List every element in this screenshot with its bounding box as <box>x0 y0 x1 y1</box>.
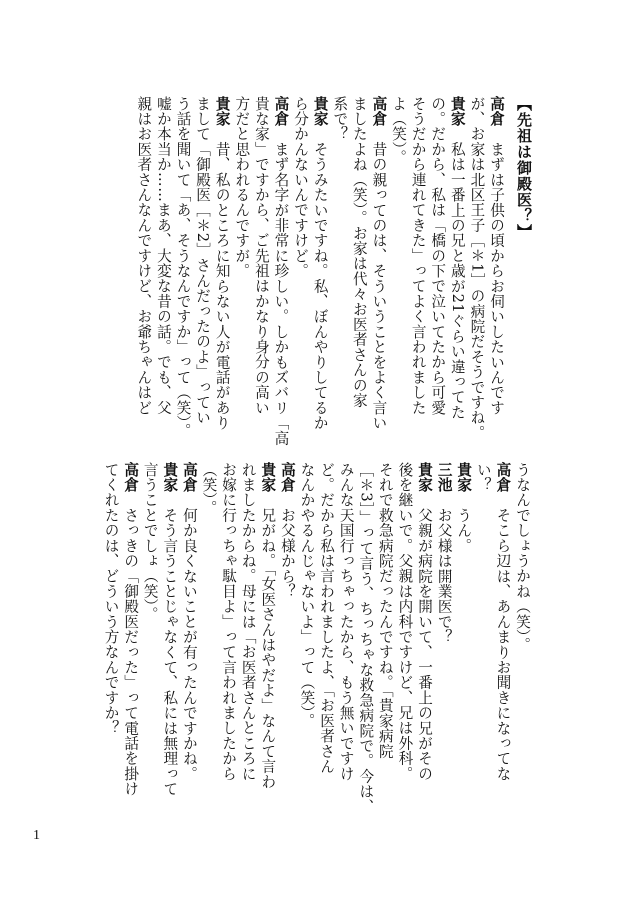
text-line <box>316 462 336 798</box>
speaker-label: 高倉 <box>122 462 140 508</box>
text-line <box>173 96 193 439</box>
text-line <box>179 462 199 798</box>
text-line <box>297 462 317 798</box>
text-line <box>467 96 487 441</box>
text-line <box>153 96 173 432</box>
line-text: 系で？ <box>331 96 349 142</box>
line-text: そこら辺は、あんまりお聞きになってな <box>494 507 512 782</box>
line-text: みんな天国行っちゃったから、もう無いですけ <box>337 462 355 782</box>
text-line <box>447 96 467 432</box>
speaker-label: 貴家 <box>448 96 466 142</box>
line-text: 私は一番上の兄と歳が21ぐらい違ってた <box>448 141 466 420</box>
section-title: 【先祖は御殿医？】 <box>515 96 533 240</box>
line-text: そうみたいですね。私、ぼんやりしてるか <box>311 141 329 431</box>
line-text: 言うことでしょ（笑）。 <box>141 462 159 622</box>
line-text: （笑）。 <box>200 462 218 516</box>
line-text: 昔の親ってのは、そういうことをよく言い <box>370 141 388 431</box>
speaker-label: 高倉 <box>494 462 512 508</box>
text-line <box>473 462 493 798</box>
text-line <box>493 462 513 798</box>
text-line <box>271 96 291 446</box>
text-line <box>199 462 219 798</box>
line-text: なんかやるんじゃないよ」って（笑）。 <box>298 462 316 729</box>
text-line <box>121 462 141 798</box>
line-text: 何か良くないことが有ったんですかね。 <box>180 507 198 782</box>
page-number: 1 <box>33 828 40 843</box>
text-line <box>512 462 532 798</box>
line-text: 後を継いで。父親は内科ですけど、兄は外科。 <box>396 462 414 782</box>
text-line <box>336 462 356 798</box>
line-text: 方だと思われるんですが。 <box>233 96 251 279</box>
line-text: が、お家は北区王子［＊1］の病院だそうですね。 <box>468 96 486 441</box>
text-line <box>388 96 408 432</box>
text-line <box>454 462 474 798</box>
upper-text-tier <box>46 96 536 446</box>
text-line <box>349 96 369 432</box>
speaker-label: 高倉 <box>488 96 505 142</box>
text-line <box>101 462 121 798</box>
text-line <box>160 462 180 798</box>
line-text: そうだから連れてきた」ってよく言われました <box>409 96 427 416</box>
line-text: ら分かんないんですけど。 <box>292 96 310 279</box>
text-line <box>134 96 154 432</box>
text-line <box>277 462 297 798</box>
line-text: れましたからね。母には「お医者さんところに <box>239 462 257 782</box>
line-text: よ（笑）。 <box>390 96 408 165</box>
lower-text-tier <box>46 462 532 815</box>
speaker-label: 貴家 <box>311 96 329 142</box>
line-text: 父親が病院を開いて、一番上の兄がその <box>416 507 434 782</box>
speaker-label: 貴家 <box>455 462 473 508</box>
text-line <box>140 462 160 798</box>
line-text: てくれたのは、どういう方なんですか？ <box>102 462 120 736</box>
line-text: ［＊3］」って言う、ちっちゃな救急病院で。今は、 <box>357 462 375 815</box>
text-line <box>251 96 271 432</box>
line-text: 親はお医者さんなんですけど、お爺ちゃんはど <box>135 96 153 416</box>
speaker-label: 貴家 <box>213 96 231 142</box>
line-text: うん。 <box>455 507 473 554</box>
line-text: ど。だから私は言われましたよ、「お医者さん <box>318 462 336 774</box>
text-line <box>408 96 428 432</box>
speaker-label: 貴家 <box>259 462 277 508</box>
line-text: う話を聞いて「あ、そうなんですか」って（笑）。 <box>174 96 192 439</box>
line-text: それで救急病院だったんですね。「貴家病院 <box>376 462 394 759</box>
line-text: の。だから、私は「橋の下で泣いてたから可愛 <box>429 96 447 416</box>
line-text: 貴な家」ですから、ご先祖はかなり身分の高い <box>252 96 270 416</box>
line-text: うなんでしょうかね（笑）。 <box>514 462 531 653</box>
line-text: い？ <box>474 462 492 493</box>
line-text: まず名字が非常に珍しい。しかもズバリ「高 <box>272 141 290 446</box>
text-line <box>395 462 415 798</box>
speaker-label: 高倉 <box>272 96 290 142</box>
line-text: 嘘か本当か……まあ、大変な昔の話。でも、父 <box>154 96 172 416</box>
title-spacer <box>506 96 536 432</box>
line-text: お嫁に行っちゃ駄目よ」って言われましたから <box>220 462 238 782</box>
speaker-label: 高倉 <box>278 462 296 508</box>
text-line <box>193 96 213 432</box>
text-line <box>290 96 310 432</box>
line-text: そう言うことじゃなくて、私には無理って <box>161 507 179 797</box>
text-line <box>212 96 232 432</box>
line-text: まずは子供の頃からお伺いしたいんです <box>488 141 505 416</box>
text-line <box>310 96 330 432</box>
text-line <box>219 462 239 798</box>
text-line <box>414 462 434 798</box>
speaker-label: 三池 <box>435 462 453 508</box>
text-line <box>258 462 278 798</box>
speaker-label: 高倉 <box>370 96 388 142</box>
text-line <box>330 96 350 432</box>
line-text: お父様は開業医で？ <box>435 507 453 645</box>
line-text: さっきの「御殿医だった」って電話を掛け <box>122 507 140 797</box>
speaker-label: 貴家 <box>416 462 434 508</box>
text-line <box>375 462 395 798</box>
text-line <box>238 462 258 798</box>
line-text: 昔、私のところに知らない人が電話があり <box>213 141 231 431</box>
text-line <box>369 96 389 432</box>
text-line <box>486 96 506 432</box>
text-line <box>356 462 376 815</box>
line-text: ましたよね（笑）。お家は代々お医者さんの家 <box>350 96 368 408</box>
line-text: まして「御殿医［＊2］さんだったのよ」ってい <box>194 96 212 426</box>
line-text: お父様から？ <box>278 507 296 599</box>
line-text: 兄がね。「女医さんはやだよ」なんて言わ <box>259 507 277 790</box>
speaker-label: 高倉 <box>180 462 198 508</box>
speaker-label: 貴家 <box>161 462 179 508</box>
text-line <box>232 96 252 432</box>
text-line <box>434 462 454 798</box>
text-line <box>428 96 448 432</box>
